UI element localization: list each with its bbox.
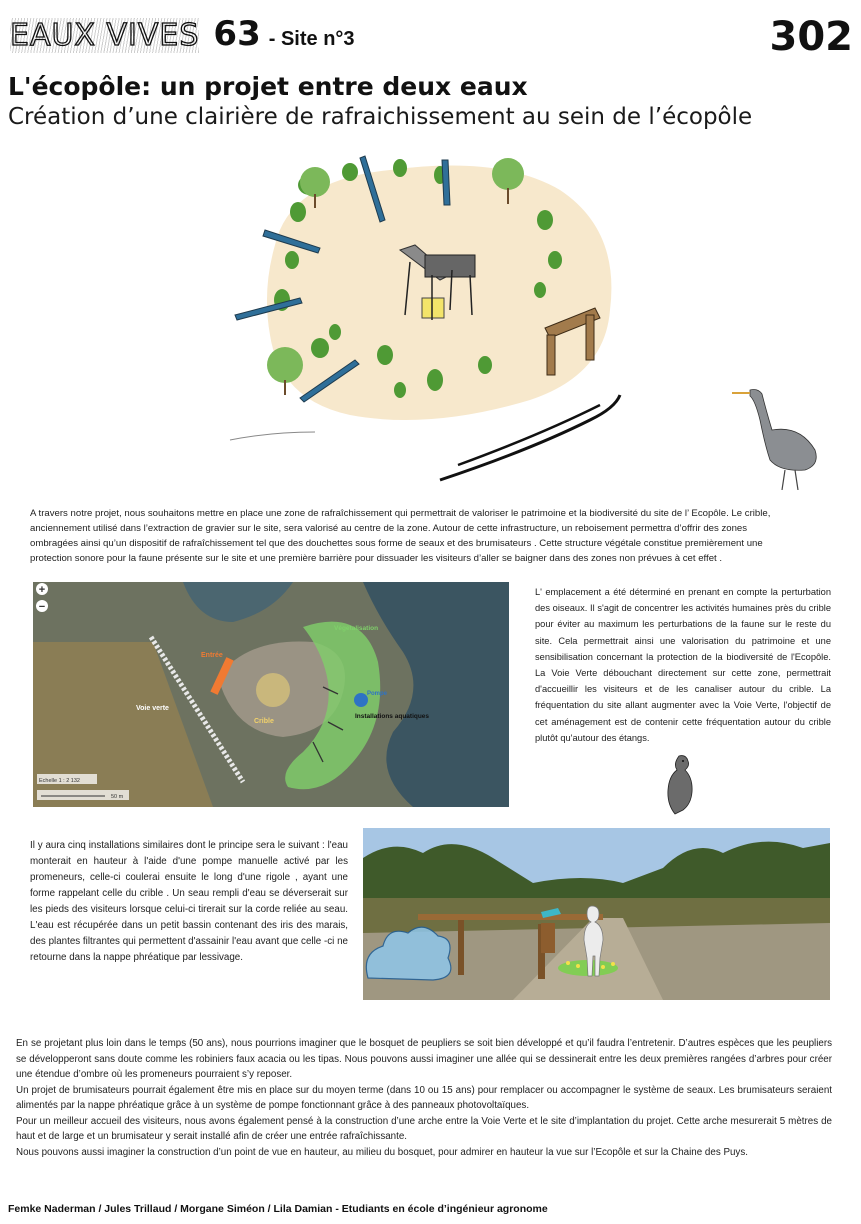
page-number: 302 xyxy=(769,14,853,60)
label-installations: Installations aquatiques xyxy=(355,713,430,720)
aerial-site-map[interactable] xyxy=(33,582,509,807)
future-line: En se projetant plus loin dans le temps (50 ans), nous pourrions imaginer que le bosquet de peupliers se soit bien développé et qu’il faudra l’entretenir. D’autres espèces que les peupliers se développeront sans doute comme les robiniers faux acacia ou les tipas. Nous pouvons aussi imaginer une allée qui se dessinerait entre les deux premières rangées d’arbres pour créer une étendue d’ombre où les promeneurs pourraient s’y reposer. xyxy=(16,1038,832,1080)
zoom-out-control[interactable]: − xyxy=(38,601,46,613)
installation-photomontage xyxy=(363,828,830,1000)
site-label: - Site n°3 xyxy=(268,28,355,50)
page-header xyxy=(10,14,355,54)
label-voie-verte: Voie verte xyxy=(136,705,169,712)
crible-marker xyxy=(256,673,290,707)
intro-line: A travers notre projet, nous souhaitons mettre en place une zone de rafraîchissement qui permettrait de valoriser le patrimoine et la biodiversité du site de l’ Ecopôle. Le crible, xyxy=(30,508,771,519)
post-left xyxy=(458,920,464,975)
label-crible: Crible xyxy=(254,718,274,725)
bucket xyxy=(541,923,555,953)
intro-line: anciennement utilisé dans l’extraction de gravier sur le site, sera valorisé au centre de la zone. Autour de cette infrastructure, un reboisement permettra d’offrir des zones xyxy=(30,523,748,534)
intro-paragraph xyxy=(30,506,830,566)
intro-line: ombragées ainsi qu’un dispositif de rafraîchissement tel que des douchettes sous forme de seaux et des brumisateurs . Cette structure végétale constitue premièrement une xyxy=(30,538,763,549)
intro-line: protection sonore pour la faune présente sur le site et une première barrière pour dissuader les visiteurs d’aller se baigner dans des zones non prévues à cet effet . xyxy=(30,553,723,564)
map-scale-text: Echelle 1 : 2 132 xyxy=(39,778,80,784)
path-line-2 xyxy=(458,405,600,465)
installations-paragraph: Il y aura cinq installations similaires dont le principe sera le suivant : l'eau monterait en hauteur à l'aide d'une pompe manuelle activé par les promeneurs, celle-ci coulerai ensuite le long d'une rigole , ayant une forme rappelant celle du crible . Un seau rempli d'eau se déverserait sur les pieds des visiteurs lorsque celui-ci tirerait sur la corde reliée au seau. L'eau est récupérée dans un petit bassin contenant des iris des marais, des plantes filtrantes qui permettent d'assainir l'eau avant que celle -ci ne retourne dans la nappe phréatique par lessivage. xyxy=(30,840,348,963)
path-line-3 xyxy=(230,432,315,440)
label-pompe: Pompe xyxy=(367,691,388,697)
future-line: Nous pouvons aussi imaginer la construction d’un point de vue en hauteur, au milieu du bosquet, pour admirer en hauteur la vue sur l’Ecopôle et sur la Chaine des Puys. xyxy=(16,1146,748,1158)
pump-marker xyxy=(354,693,368,707)
location-paragraph: L' emplacement a été déterminé en prenant en compte la perturbation des oiseaux. Il s'agit de concentrer les activités humaines près du crible pour éviter au maximum les perturbations de la faune sur le reste du site. Cela permettrait ainsi une valorisation du patrimoine et une sensibilisation concernant la protection de la biodiversité de l'Ecopôle. La Voie Verte débouchant directement sur cette zone, permettrait d'accueillir les visiteurs et de les canaliser autour du crible. La fréquentation du site allant augmenter avec la Voie Verte, l'objectif de cet aménagement est de contenir cette fréquentation autour du crible plutôt qu'autour des étangs. xyxy=(535,587,831,743)
future-projects-paragraph xyxy=(16,1036,832,1160)
authors-footer: Femke Naderman / Jules Trillaud / Morgane Siméon / Lila Damian - Etudiants en école d’ingénieur agronome xyxy=(8,1203,548,1215)
page-subtitle: Création d’une clairière de rafraichissement au sein de l’écopôle xyxy=(8,104,753,130)
future-line: Pour un meilleur accueil des visiteurs, nous avons également pensé à la construction d’une arche entre la Voie Verte et le site d’implantation du projet. Cette arche mesurerait 5 mètres de haut et de large et un brumisateur y serait installé afin de créer une entrée rafraîchissante. xyxy=(16,1115,832,1142)
clearing-sketch-illustration xyxy=(200,150,830,490)
department-number: 63 xyxy=(213,14,261,54)
eaux-vives-logo: EAUX VIVES xyxy=(10,18,200,53)
zoom-in-control[interactable]: + xyxy=(38,584,46,596)
future-line: Un projet de brumisateurs pourrait également être mis en place sur du moyen terme (dans 10 ou 15 ans) pour remplacer ou accompagner le système de seaux. Les brumisateurs seraient alimentés par la nappe phréatique grâce à un système de pompe fonctionnant grâce à des panneaux photovoltaïques. xyxy=(16,1084,832,1111)
map-scale-bar: 50 m xyxy=(111,794,124,800)
heron-illustration xyxy=(732,390,816,491)
label-vegetalisation: Végétalisation xyxy=(334,625,379,632)
label-entree: Entrée xyxy=(201,652,223,659)
page-title: L'écopôle: un projet entre deux eaux xyxy=(8,72,528,101)
bird-of-prey-illustration xyxy=(655,752,700,817)
channel-beam xyxy=(418,914,603,920)
